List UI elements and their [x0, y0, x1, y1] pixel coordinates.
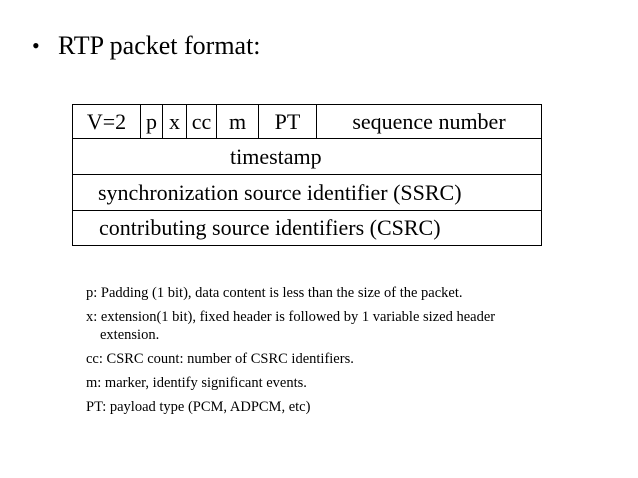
- ssrc-row: [73, 175, 541, 211]
- field-notes: [86, 284, 556, 422]
- slide-title-text: RTP packet format:: [58, 31, 261, 60]
- note-marker: m: marker, identify significant events.: [86, 375, 307, 391]
- note-extension: x: extension(1 bit), fixed header is followed by 1 variable sized header extension.: [86, 309, 496, 343]
- timestamp-row: [73, 139, 541, 175]
- ssrc-field: synchronization source identifier (SSRC): [98, 179, 462, 205]
- note-payload-type: PT: payload type (PCM, ADPCM, etc): [86, 399, 311, 415]
- timestamp-field: timestamp: [230, 143, 322, 169]
- note-csrc-count: cc: CSRC count: number of CSRC identifiers.: [86, 351, 354, 367]
- slide-title: [32, 30, 261, 62]
- version-field: V=2: [73, 105, 141, 138]
- padding-field: p: [141, 105, 163, 138]
- rtp-packet-format-table: [72, 104, 542, 246]
- csrc-count-field: cc: [187, 105, 217, 138]
- payload-type-field: PT: [259, 105, 317, 138]
- header-fields-row: [73, 105, 541, 139]
- csrc-field: contributing source identifiers (CSRC): [99, 215, 441, 240]
- extension-field: x: [163, 105, 187, 138]
- note-padding: p: Padding (1 bit), data content is less than the size of the packet.: [86, 285, 463, 301]
- bullet-icon: •: [32, 33, 40, 58]
- marker-field: m: [217, 105, 259, 138]
- sequence-number-field: sequence number: [352, 108, 506, 134]
- csrc-row: [73, 211, 541, 245]
